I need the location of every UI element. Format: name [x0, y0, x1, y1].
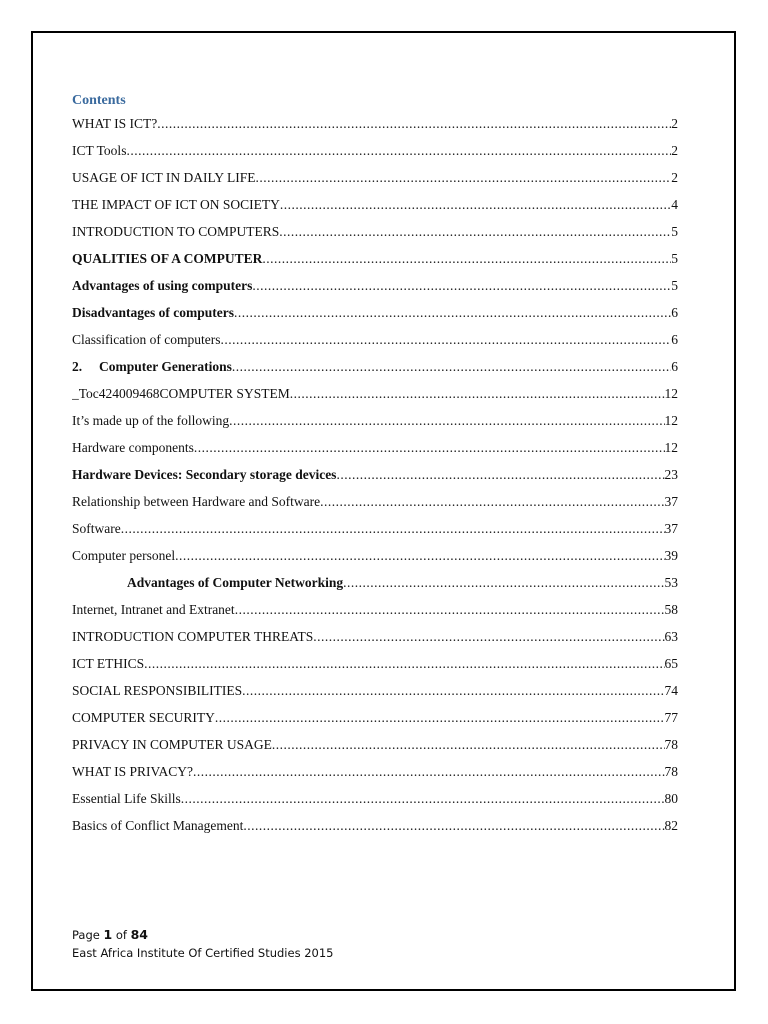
toc-entry-text: Software — [72, 521, 121, 536]
toc-entry[interactable] — [72, 732, 678, 759]
toc-dot-leader — [343, 570, 664, 596]
toc-dot-leader — [256, 165, 672, 191]
toc-entry-text: Internet, Intranet and Extranet — [72, 602, 235, 617]
toc-entry-page: 12 — [664, 413, 678, 428]
toc-entry-title — [72, 354, 232, 380]
toc-entry-page: 53 — [664, 575, 678, 590]
toc-entry-title — [72, 651, 144, 677]
toc-entry[interactable] — [72, 786, 678, 813]
toc-entry[interactable] — [72, 516, 678, 543]
toc-entry-text: THE IMPACT OF ICT ON SOCIETY — [72, 197, 280, 212]
toc-entry[interactable] — [72, 597, 678, 624]
toc-dot-leader — [234, 300, 671, 326]
toc-dot-leader — [235, 597, 665, 623]
toc-entry-title — [72, 489, 320, 515]
toc-entry-page: 58 — [664, 602, 678, 617]
toc-dot-leader — [252, 273, 671, 299]
page-number — [72, 926, 334, 944]
toc-heading: Contents — [72, 93, 126, 108]
toc-entry-page: 37 — [664, 494, 678, 509]
toc-entry-title — [72, 408, 229, 434]
toc-entry-page: 6 — [671, 332, 678, 347]
toc-dot-leader — [220, 327, 671, 353]
toc-entry-title — [72, 516, 121, 542]
toc-entry-page: 2 — [671, 170, 678, 185]
toc-entry-text: WHAT IS PRIVACY? — [72, 764, 194, 779]
toc-entry-page: 78 — [664, 764, 678, 779]
toc-entry[interactable] — [72, 759, 678, 786]
toc-entry-title — [72, 435, 194, 461]
toc-entry[interactable] — [72, 111, 678, 138]
toc-dot-leader — [181, 786, 665, 812]
toc-entry[interactable] — [72, 543, 678, 570]
toc-entry-text: Disadvantages of computers — [72, 305, 234, 320]
toc-entry-title — [127, 570, 343, 596]
toc-entry[interactable] — [72, 354, 678, 381]
toc-entry-text: QUALITIES OF A COMPUTER — [72, 251, 263, 266]
toc-entry-number: 2. — [72, 359, 83, 374]
toc-entry[interactable] — [72, 570, 678, 597]
toc-entry-text: Hardware components — [72, 440, 194, 455]
toc-entry-title — [72, 597, 235, 623]
toc-entry-title — [72, 138, 126, 164]
toc-entry-text: INTRODUCTION TO COMPUTERS — [72, 224, 280, 239]
toc-entry-page: 5 — [671, 224, 678, 239]
toc-entry-page: 78 — [664, 737, 678, 752]
toc-entry[interactable] — [72, 381, 678, 408]
toc-entry[interactable] — [72, 165, 678, 192]
toc-entry-title — [72, 624, 313, 650]
toc-dot-leader — [157, 111, 671, 137]
toc-entry-text: Essential Life Skills — [72, 791, 181, 806]
toc-entry[interactable] — [72, 624, 678, 651]
toc-dot-leader — [175, 543, 664, 569]
toc-entry[interactable] — [72, 327, 678, 354]
current-page: 1 — [103, 927, 113, 942]
toc-dot-leader — [320, 489, 664, 515]
toc-entry-text: WHAT IS ICT? — [72, 116, 158, 131]
toc-entry-title — [72, 246, 262, 272]
toc-entry-page: 6 — [671, 359, 678, 374]
toc-dot-leader — [336, 462, 664, 488]
toc-dot-leader — [229, 408, 664, 434]
toc-entry[interactable] — [72, 678, 678, 705]
toc-entry-text: ICT Tools — [72, 143, 127, 158]
toc-entry-page: 12 — [664, 386, 678, 401]
toc-entry-page: 2 — [671, 143, 678, 158]
toc-entry[interactable] — [72, 192, 678, 219]
toc-entry-page: 80 — [664, 791, 678, 806]
toc-entry-page: 5 — [671, 251, 678, 266]
toc-dot-leader — [243, 813, 664, 839]
page-footer — [72, 926, 334, 962]
toc-dot-leader — [121, 516, 665, 542]
toc-entry-page: 65 — [664, 656, 678, 671]
toc-entry-title — [72, 273, 252, 299]
toc-entry-text: Advantages of using computers — [72, 278, 253, 293]
toc-entry-text: PRIVACY IN COMPUTER USAGE — [72, 737, 272, 752]
toc-entry[interactable] — [72, 273, 678, 300]
toc-entry-page: 39 — [664, 548, 678, 563]
toc-entry-title — [72, 327, 220, 353]
toc-entry[interactable] — [72, 408, 678, 435]
page-label: Page — [72, 928, 100, 942]
toc-entry-title — [72, 111, 157, 137]
toc-dot-leader — [313, 624, 664, 650]
toc-entry-text: SOCIAL RESPONSIBILITIES — [72, 683, 243, 698]
toc-entry-title — [72, 300, 234, 326]
toc-entry-text: ICT ETHICS — [72, 656, 145, 671]
toc-entry-text: It’s made up of the following — [72, 413, 230, 428]
toc-entry-page: 5 — [671, 278, 678, 293]
toc-dot-leader — [194, 435, 665, 461]
toc-dot-leader — [126, 138, 671, 164]
toc-entry[interactable] — [72, 651, 678, 678]
toc-entry-title — [72, 705, 215, 731]
toc-dot-leader — [144, 651, 664, 677]
toc-entry-title — [72, 219, 279, 245]
toc-entry-page: 2 — [671, 116, 678, 131]
total-pages: 84 — [130, 927, 149, 942]
toc-entry-text: Relationship between Hardware and Software — [72, 494, 321, 509]
toc-entry-title — [72, 759, 193, 785]
toc-dot-leader — [272, 732, 665, 758]
toc-entry[interactable] — [72, 435, 678, 462]
toc-entry-page: 37 — [664, 521, 678, 536]
toc-entry[interactable] — [72, 246, 678, 273]
toc-dot-leader — [280, 192, 671, 218]
toc-entry-text: Advantages of Computer Networking — [127, 575, 344, 590]
toc-entry-page: 12 — [664, 440, 678, 455]
toc-entry-text: Computer Generations — [99, 359, 232, 374]
toc-dot-leader — [232, 354, 671, 380]
toc-dot-leader — [242, 678, 664, 704]
toc-entry-text: Hardware Devices: Secondary storage devices — [72, 467, 337, 482]
toc-entry-text: Computer personel — [72, 548, 176, 563]
toc-entry-title — [72, 813, 243, 839]
toc-entry-title — [72, 786, 181, 812]
toc-entry-title — [72, 462, 336, 488]
toc-entry-title — [72, 732, 272, 758]
toc-dot-leader — [215, 705, 665, 731]
toc-entry-text: USAGE OF ICT IN DAILY LIFE — [72, 170, 256, 185]
toc-entry-page: 77 — [664, 710, 678, 725]
toc-entry-text: COMPUTER SECURITY — [72, 710, 215, 725]
toc-entry-page: 63 — [664, 629, 678, 644]
toc-entry[interactable] — [72, 219, 678, 246]
toc-entry[interactable] — [72, 705, 678, 732]
toc-entry[interactable] — [72, 462, 678, 489]
toc-entry-title — [72, 381, 290, 407]
toc-entry-text: _Toc424009468COMPUTER SYSTEM — [72, 386, 290, 401]
toc-entry-text: INTRODUCTION COMPUTER THREATS — [72, 629, 314, 644]
toc-dot-leader — [193, 759, 664, 785]
toc-entry[interactable] — [72, 813, 678, 840]
toc-entry-page: 6 — [671, 305, 678, 320]
toc-dot-leader — [290, 381, 665, 407]
toc-entry-text: Basics of Conflict Management — [72, 818, 244, 833]
toc-entry-title — [72, 165, 256, 191]
toc-entry-title — [72, 678, 242, 704]
toc-entry-text: Classification of computers — [72, 332, 221, 347]
table-of-contents — [72, 111, 678, 840]
toc-entry[interactable] — [72, 489, 678, 516]
toc-entry-page: 4 — [671, 197, 678, 212]
toc-entry[interactable] — [72, 300, 678, 327]
toc-entry-title — [72, 192, 280, 218]
toc-entry[interactable] — [72, 138, 678, 165]
toc-entry-page: 82 — [664, 818, 678, 833]
page-of: of — [115, 928, 127, 942]
toc-entry-page: 23 — [664, 467, 678, 482]
toc-dot-leader — [262, 246, 671, 272]
toc-dot-leader — [279, 219, 671, 245]
footer-organization: East Africa Institute Of Certified Studies 2015 — [72, 946, 334, 960]
toc-entry-title — [72, 543, 175, 569]
toc-entry-page: 74 — [664, 683, 678, 698]
